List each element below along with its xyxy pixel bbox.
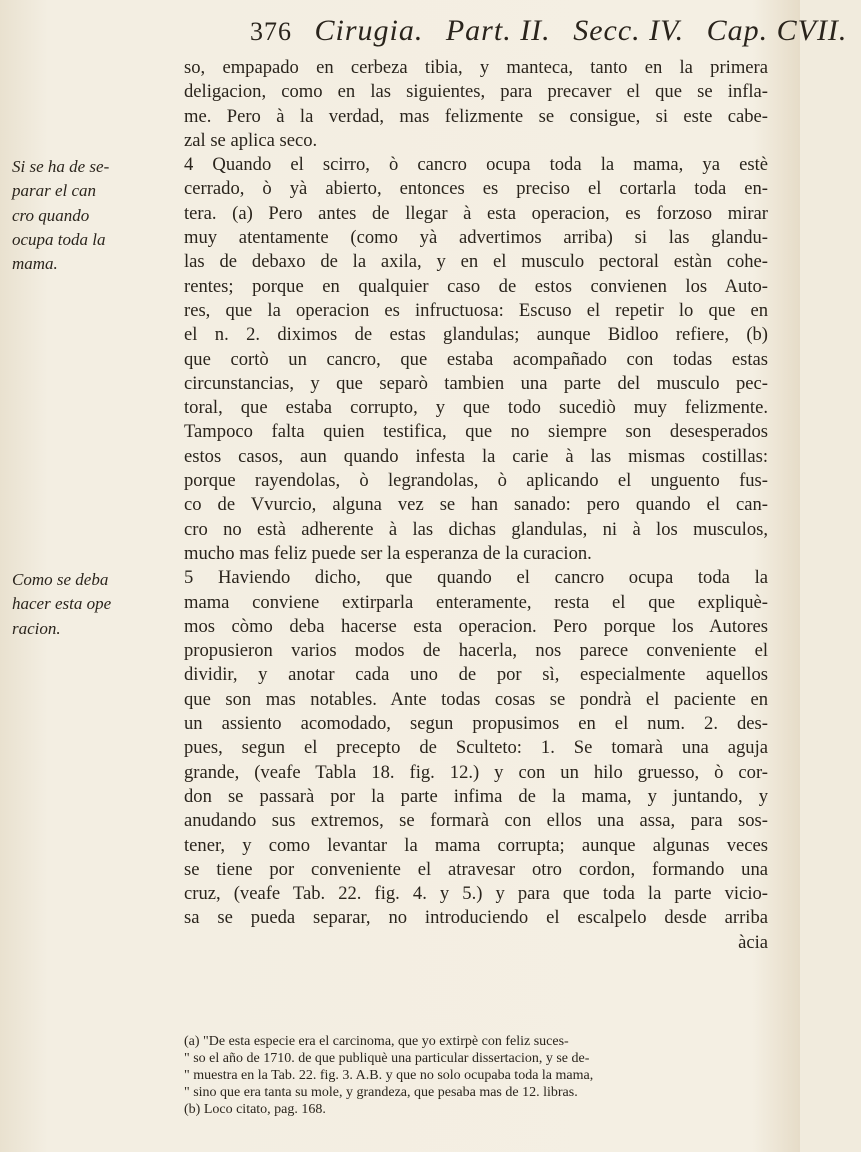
text-line: Tampoco falta quien testifica, que no siempre son desesperados (184, 421, 768, 443)
text-line: tera. (a) Pero antes de llegar à esta operacion, es forzoso mirar (184, 202, 768, 224)
running-header (250, 14, 848, 54)
text-line: mos còmo deba hacerse esta operacion. Pero porque los Autores (184, 615, 768, 637)
text-line: res, que la operacion es infructuosa: Escuso el repetir lo que en (184, 299, 768, 321)
text-line: que cortò un cancro, que estaba acompañado con todas estas (184, 348, 768, 370)
text-line: propusieron varios modos de hacerla, nos parece conveniente el (184, 640, 768, 662)
text-line: 4 Quando el scirro, ò cancro ocupa toda la mama, ya estè (184, 154, 768, 176)
margin-note-operation (12, 568, 182, 641)
footnote-line: " muestra en la Tab. 22. fig. 3. A.B. y que no solo ocupaba toda la mama, (184, 1068, 594, 1083)
text-line: las de debaxo de la axila, y en el musculo pectoral estàn cohe- (184, 251, 768, 273)
text-line: cro no està adherente à las dichas glandulas, ni à los musculos, (184, 518, 768, 540)
footnote-line: (a) "De esta especie era el carcinoma, que yo extirpè con feliz suces- (184, 1034, 569, 1049)
text-line: rentes; porque en qualquier caso de estos convienen los Auto- (184, 275, 768, 297)
margin-note-line: cro quando (12, 205, 90, 225)
header-section: Secc. IV. (573, 14, 685, 47)
text-line: don se passarà por la parte infima de la mama, y juntando, y (184, 785, 768, 807)
text-line: cruz, (veafe Tab. 22. fig. 4. y 5.) y para que toda la parte vicio- (184, 883, 768, 905)
text-line: co de Vvurcio, alguna vez se han sanado: pero quando el can- (184, 494, 768, 516)
text-line: cerrado, ò yà abierto, entonces es preciso el cortarla toda en- (184, 178, 768, 200)
text-line: que son mas notables. Ante todas cosas se pondrà el paciente en (184, 688, 768, 710)
margin-note-separate-cancer (12, 155, 182, 276)
margin-note-line: racion. (12, 618, 61, 638)
text-line: grande, (veafe Tabla 18. fig. 12.) y con un hilo gruesso, ò cor- (184, 761, 768, 783)
header-title: Cirugia. (314, 14, 424, 47)
text-line: deligacion, como en las siguientes, para precaver el que se infla- (184, 81, 768, 103)
header-chapter: Cap. CVII. (706, 14, 848, 47)
text-line: tener, y como levantar la mama corrupta; aunque algunas veces (184, 834, 768, 856)
margin-note-line: ocupa toda la (12, 229, 106, 249)
text-line: el n. 2. diximos de estas glandulas; aunque Bidloo refiere, (b) (184, 324, 768, 346)
text-line: estos casos, aun quando infesta la carie à las mismas costillas: (184, 445, 768, 467)
margin-note-line: mama. (12, 254, 58, 274)
footnote-line: " so el año de 1710. de que publiquè una particular dissertacion, y se de- (184, 1051, 590, 1066)
text-line: 5 Haviendo dicho, que quando el cancro ocupa toda la (184, 567, 768, 589)
margin-note-line: Si se ha de se- (12, 157, 110, 176)
text-line: un assiento acomodado, segun propusimos en el num. 2. des- (184, 713, 768, 735)
footnote-line: (b) Loco citato, pag. 168. (184, 1102, 326, 1117)
text-line: so, empapado en cerbeza tibia, y manteca, tanto en la primera (184, 57, 768, 78)
text-line: pues, segun el precepto de Sculteto: 1. Se tomarà una aguja (184, 737, 768, 759)
text-line: mucho mas feliz puede ser la esperanza de la curacion. (184, 542, 592, 564)
margin-note-line: hacer esta ope (12, 594, 112, 614)
page-number: 376 (250, 17, 292, 46)
footnote-line: " sino que era tanta su mole, y grandeza, que pesaba mas de 12. libras. (184, 1085, 578, 1100)
text-line: toral, que estaba corrupto, y que todo sucediò muy felizmente. (184, 397, 768, 419)
text-line: zal se aplica seco. (184, 129, 318, 151)
text-line: circunstancias, y que separò tambien una parte del musculo pec- (184, 372, 768, 394)
text-line: sa se pueda separar, no introduciendo el escalpelo desde arriba (184, 907, 768, 929)
text-line: dividir, y anotar cada uno de por sì, especialmente aquellos (184, 664, 768, 686)
footnotes (184, 1033, 768, 1118)
margin-note-line: Como se deba (12, 570, 109, 589)
text-line: muy atentamente (como yà advertimos arriba) si las glandu- (184, 227, 768, 249)
margin-note-line: parar el can (12, 181, 97, 201)
text-line: me. Pero à la verdad, mas felizmente se consigue, si este cabe- (184, 105, 768, 127)
text-line: porque rayendolas, ò legrandolas, ò aplicando el unguento fus- (184, 470, 768, 492)
text-line: se tiene por conveniente el atravesar otro cordon, formando una (184, 858, 768, 880)
main-text (184, 56, 768, 955)
text-line: mama conviene extirparla enteramente, resta el que expliquè- (184, 591, 768, 613)
header-part: Part. II. (445, 14, 551, 47)
catchword: àcia (738, 931, 768, 953)
text-line: anudando sus extremos, se formarà con ellos una assa, para sos- (184, 810, 768, 832)
